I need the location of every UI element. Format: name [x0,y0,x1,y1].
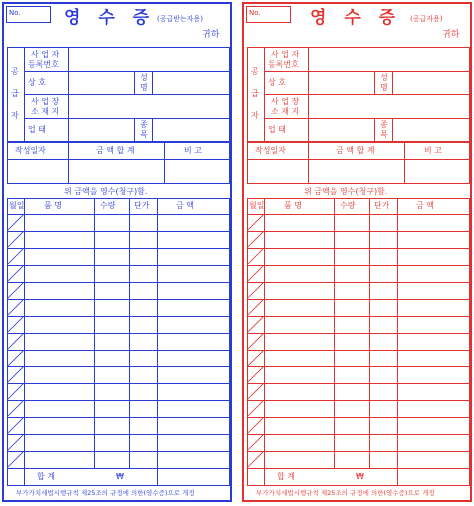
table-row-divider [7,231,230,232]
table-row-divider [247,350,470,351]
table-row-divider [7,350,230,351]
date-cell-diagonal [7,366,24,383]
date-cell-diagonal [247,282,264,299]
table-row-divider [7,282,230,283]
table-row-divider [247,451,470,452]
address-label-1: 사 업 장 [31,97,60,106]
table-header-divider [247,214,470,215]
address-label-2: 소 재 지 [31,107,60,116]
date-cell-diagonal [7,316,24,333]
table-row-divider [247,299,470,300]
col-item: 품 명 [284,201,302,210]
table-row-divider [7,265,230,266]
date-cell-diagonal [247,333,264,350]
date-cell-diagonal [7,383,24,400]
date-cell-diagonal [247,383,264,400]
date-cell-diagonal [7,282,24,299]
honorific-label: 귀하 [202,30,220,40]
biz-reg-label-2: 등록번호 [268,60,299,69]
receipt-supplier-copy [242,2,472,502]
table-row-divider [247,417,470,418]
won-symbol: ₩ [116,472,124,481]
amount-sum-label: 금 액 합 계 [336,146,375,155]
table-row-divider [247,468,470,469]
footer-regulation: 부가가치세법시행규칙 제25조의 규정에 의한(영수증)으로 개정 [16,489,195,497]
table-row-divider [7,316,230,317]
name-label-2: 명 [140,83,148,92]
date-cell-diagonal [7,214,24,231]
table-row-divider [247,248,470,249]
date-cell-diagonal [247,417,264,434]
business-type-label: 업 태 [28,125,46,134]
name-label-1: 성 [140,73,148,82]
biz-reg-label-2: 등록번호 [28,60,59,69]
date-cell-diagonal [247,451,264,468]
items-table [247,198,470,486]
footer-regulation: 부가가치세법시행규칙 제25조의 규정에 의한(영수증)으로 개정 [256,489,435,497]
receipt-recipient-copy [2,2,232,502]
item-type-label-1: 종 [140,120,148,129]
date-cell-diagonal [247,299,264,316]
item-type-label-1: 종 [380,120,388,129]
date-cell-diagonal [7,417,24,434]
date-cell-diagonal [247,350,264,367]
date-cell-diagonal [247,231,264,248]
date-cell-diagonal [7,400,24,417]
date-cell-diagonal [247,366,264,383]
items-table [7,198,230,486]
trade-name-label: 상 호 [268,78,286,87]
table-row-divider [7,400,230,401]
table-row-divider [247,400,470,401]
date-cell-diagonal [247,248,264,265]
biz-reg-label-1: 사 업 자 [271,50,300,59]
col-date: 월일 [249,201,265,210]
no-label: No. [249,9,261,17]
table-row-divider [247,282,470,283]
date-cell-diagonal [7,451,24,468]
col-qty: 수량 [340,201,356,210]
name-label-1: 성 [380,73,388,82]
supplier-char-2: 급 [251,89,259,98]
table-header-divider [7,214,230,215]
table-row-divider [7,299,230,300]
date-label: 작성일자 [255,146,286,155]
col-unit-price: 단가 [134,201,150,210]
date-cell-diagonal [7,248,24,265]
date-cell-diagonal [7,434,24,451]
received-statement: 위 금액을 영수(청구)함. [304,187,388,196]
note-label: 비 고 [184,146,202,155]
received-statement: 위 금액을 영수(청구)함. [64,187,148,196]
table-row-divider [7,333,230,334]
date-cell-diagonal [7,350,24,367]
col-item: 품 명 [44,201,62,210]
total-label: 합 계 [277,472,295,481]
item-type-label-2: 목 [140,130,148,139]
table-row-divider [247,231,470,232]
col-amount: 금 액 [416,201,434,210]
table-row-divider [247,333,470,334]
biz-reg-label-1: 사 업 자 [31,50,60,59]
name-label-2: 명 [380,83,388,92]
date-cell-diagonal [7,333,24,350]
copy-type-label: (공급받는자용) [157,15,204,23]
date-cell-diagonal [247,434,264,451]
table-row-divider [7,248,230,249]
table-row-divider [7,383,230,384]
address-label-1: 사 업 장 [271,97,300,106]
table-row-divider [7,451,230,452]
table-row-divider [7,417,230,418]
business-type-label: 업 태 [268,125,286,134]
receipt-title: 영 수 증 [310,8,402,28]
date-cell-diagonal [247,265,264,282]
supplier-char-3: 자 [11,111,19,120]
col-date: 월일 [9,201,25,210]
supplier-char-1: 공 [11,67,19,76]
supplier-char-1: 공 [251,67,259,76]
col-unit-price: 단가 [374,201,390,210]
date-cell-diagonal [7,231,24,248]
table-row-divider [247,434,470,435]
date-cell-diagonal [7,265,24,282]
no-label: No. [9,9,21,17]
table-row-divider [7,366,230,367]
table-row-divider [247,265,470,266]
supplier-char-2: 급 [11,89,19,98]
date-cell-diagonal [247,316,264,333]
date-cell-diagonal [247,214,264,231]
date-cell-diagonal [247,400,264,417]
col-amount: 금 액 [176,201,194,210]
copy-type-label: (공급자용) [410,15,443,23]
table-row-divider [7,468,230,469]
date-label: 작성일자 [15,146,46,155]
address-label-2: 소 재 지 [271,107,300,116]
trade-name-label: 상 호 [28,78,46,87]
total-label: 합 계 [37,472,55,481]
table-row-divider [247,383,470,384]
receipt-title: 영 수 증 [64,8,156,28]
note-label: 비 고 [424,146,442,155]
won-symbol: ₩ [356,472,364,481]
table-row-divider [247,366,470,367]
honorific-label: 귀하 [442,30,460,40]
col-qty: 수량 [100,201,116,210]
supplier-char-3: 자 [251,111,259,120]
amount-sum-label: 금 액 합 계 [96,146,135,155]
item-type-label-2: 목 [380,130,388,139]
table-row-divider [7,434,230,435]
table-row-divider [247,316,470,317]
date-cell-diagonal [7,299,24,316]
